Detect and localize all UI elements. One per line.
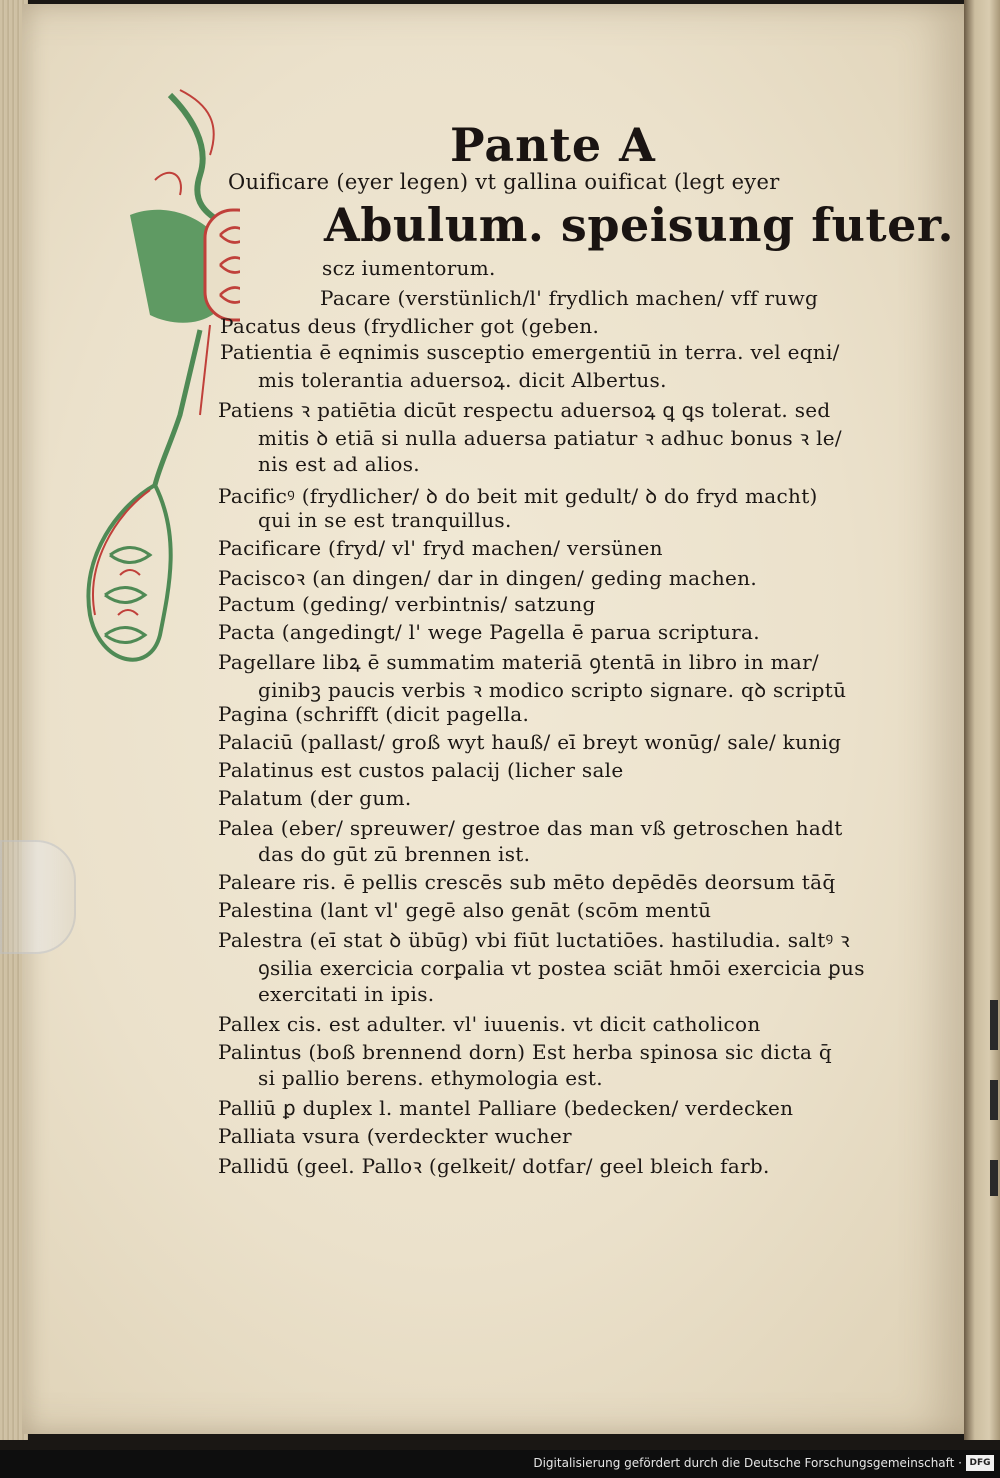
text-line: mitis ꝺ etiā si nulla aduersa patiatur ꝛ adhuc bonus ꝛ le/ bbox=[258, 426, 842, 450]
text-line: Patiens ꝛ patiētia dicūt respectu aduersoꝝ ꝗ ꝗs tolerat. sed bbox=[218, 398, 831, 422]
text-line: Pagellare libꝝ ē summatim materiā ꝯtentā in libro in mar/ bbox=[218, 650, 819, 674]
text-line: Palestina (lant vl' gegē also genāt (scōm mentū bbox=[218, 898, 712, 922]
text-line: exercitati in ipis. bbox=[258, 982, 435, 1006]
scale-bar-segment bbox=[990, 1160, 998, 1196]
text-line: Pacatus deus (frydlicher got (geben. bbox=[220, 314, 600, 338]
text-line: Pacta (angedingt/ l' wege Pagella ē parua scriptura. bbox=[218, 620, 760, 644]
text-line: Pacare (verstünlich/l' frydlich machen/ vff ruwg bbox=[320, 286, 819, 310]
text-line: Pacificare (fryd/ vl' fryd machen/ versünen bbox=[218, 536, 663, 560]
text-line: qui in se est tranquillus. bbox=[258, 508, 512, 532]
running-head: Pante A bbox=[450, 118, 656, 172]
text-line: Pacificꝰ (frydlicher/ ꝺ do beit mit gedult/ ꝺ do fryd macht) bbox=[218, 484, 818, 508]
decorated-initial-icon bbox=[60, 85, 240, 685]
text-line: ꝯsilia exercicia corꝑalia vt postea sciāt hmōi exercicia ꝑus bbox=[258, 956, 865, 980]
text-line: Paleare ris. ē pellis crescēs sub mēto depēdēs deorsum tāq̄ bbox=[218, 870, 836, 894]
dfg-logo: DFG bbox=[966, 1455, 994, 1471]
text-line: das do gūt zū brennen ist. bbox=[258, 842, 531, 866]
text-line: si pallio berens. ethymologia est. bbox=[258, 1066, 603, 1090]
text-line: Palliata vsura (verdeckter wucher bbox=[218, 1124, 572, 1148]
text-line: Palaciū (pallast/ groß wyt hauß/ eī breyt wonūg/ sale/ kunig bbox=[218, 730, 842, 754]
text-line: Palatum (der gum. bbox=[218, 786, 412, 810]
text-line: Palestra (eī stat ꝺ übūg) vbi fiūt luctatiōes. hastiludia. saltꝰ ꝛ bbox=[218, 928, 850, 952]
text-line: ginibꝫ paucis verbis ꝛ modico scripto signare. qꝺ scriptū bbox=[258, 678, 847, 702]
text-line: Palliū ꝑ duplex l. mantel Palliare (bedecken/ verdecken bbox=[218, 1096, 794, 1120]
text-line: Ouificare (eyer legen) vt gallina ouificat (legt eyer bbox=[228, 170, 780, 194]
funding-credit: Digitalisierung gefördert durch die Deutsche Forschungsgemeinschaft · bbox=[533, 1456, 962, 1470]
text-line: Pagina (schrifft (dicit pagella. bbox=[218, 702, 530, 726]
text-line: Paciscoꝛ (an dingen/ dar in dingen/ geding machen. bbox=[218, 566, 757, 590]
text-line: mis tolerantia aduersoꝝ. dicit Albertus. bbox=[258, 368, 667, 392]
text-line: Pallidū (geel. Palloꝛ (gelkeit/ dotfar/ geel bleich farb. bbox=[218, 1154, 770, 1178]
book-clamp bbox=[0, 840, 76, 954]
text-line: Pallex cis. est adulter. vl' iuuenis. vt dicit catholicon bbox=[218, 1012, 761, 1036]
text-line: Palea (eber/ spreuwer/ gestroe das man vß getroschen hadt bbox=[218, 816, 843, 840]
entry-heading: Abulum. speisung futer. bbox=[324, 198, 954, 252]
scale-bar-segment bbox=[990, 1000, 998, 1050]
text-line: Palintus (boß brennend dorn) Est herba spinosa sic dicta q̄ bbox=[218, 1040, 833, 1064]
text-line: scz iumentorum. bbox=[322, 256, 496, 280]
text-line: Patientia ē eqnimis susceptio emergentiū in terra. vel eqni/ bbox=[220, 340, 840, 364]
text-line: nis est ad alios. bbox=[258, 452, 420, 476]
text-line: Pactum (geding/ verbintnis/ satzung bbox=[218, 592, 596, 616]
text-line: Palatinus est custos palacij (licher sale bbox=[218, 758, 624, 782]
scale-bar-segment bbox=[990, 1080, 998, 1120]
page-edges-right bbox=[964, 0, 1000, 1440]
footer-bar bbox=[0, 1450, 1000, 1478]
